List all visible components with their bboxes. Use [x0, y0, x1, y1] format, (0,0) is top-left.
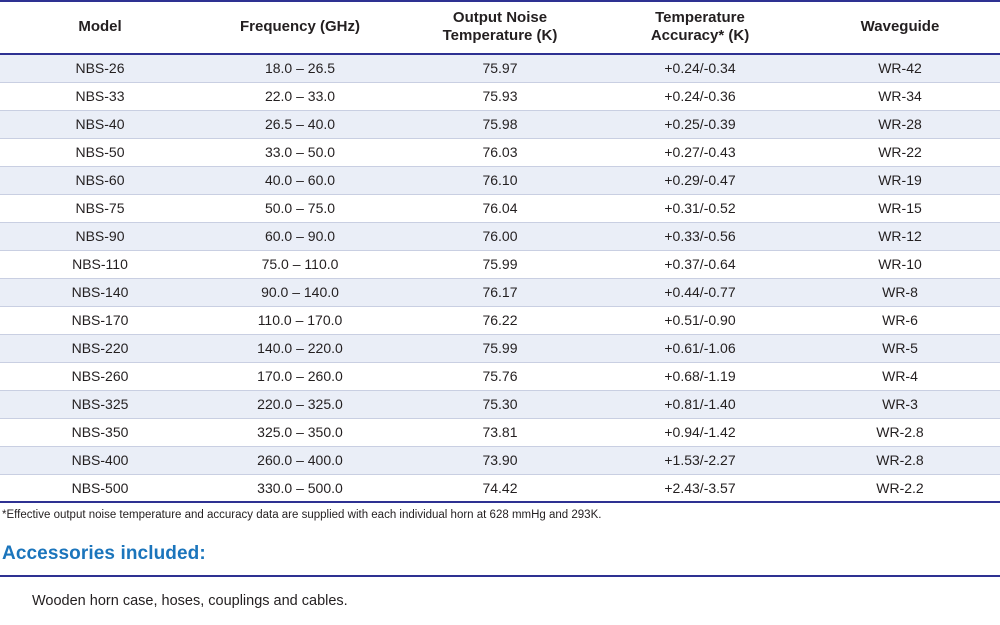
table-row	[0, 82, 1000, 110]
cell-output-noise-temperature: 75.98	[400, 110, 600, 138]
cell-temperature-accuracy: +0.25/-0.39	[600, 110, 800, 138]
table-row	[0, 110, 1000, 138]
cell-temperature-accuracy: +0.51/-0.90	[600, 306, 800, 334]
table-row	[0, 362, 1000, 390]
cell-model: NBS-26	[0, 54, 200, 82]
cell-frequency: 220.0 – 325.0	[200, 390, 400, 418]
table-row	[0, 222, 1000, 250]
table-row	[0, 278, 1000, 306]
cell-temperature-accuracy: +0.24/-0.36	[600, 82, 800, 110]
cell-output-noise-temperature: 74.42	[400, 474, 600, 502]
cell-model: NBS-33	[0, 82, 200, 110]
cell-model: NBS-60	[0, 166, 200, 194]
column-header-frequency-line1: Frequency (GHz)	[239, 17, 360, 35]
cell-output-noise-temperature: 75.99	[400, 334, 600, 362]
table-row	[0, 390, 1000, 418]
cell-frequency: 140.0 – 220.0	[200, 334, 400, 362]
table-footnote: *Effective output noise temperature and accuracy data are supplied with each individual horn at 628 mmHg and 293K.	[2, 509, 602, 522]
column-header-model-line1: Model	[78, 17, 122, 35]
cell-waveguide: WR-8	[800, 278, 1000, 306]
cell-temperature-accuracy: +0.61/-1.06	[600, 334, 800, 362]
table-row	[0, 250, 1000, 278]
cell-waveguide: WR-42	[800, 54, 1000, 82]
cell-waveguide: WR-6	[800, 306, 1000, 334]
cell-output-noise-temperature: 75.30	[400, 390, 600, 418]
cell-model: NBS-140	[0, 278, 200, 306]
column-header-frequency	[200, 2, 400, 54]
cell-model: NBS-75	[0, 194, 200, 222]
specifications-table	[0, 2, 1000, 503]
cell-temperature-accuracy: +0.81/-1.40	[600, 390, 800, 418]
cell-frequency: 18.0 – 26.5	[200, 54, 400, 82]
cell-waveguide: WR-19	[800, 166, 1000, 194]
cell-model: NBS-170	[0, 306, 200, 334]
cell-waveguide: WR-34	[800, 82, 1000, 110]
cell-waveguide: WR-2.8	[800, 418, 1000, 446]
cell-waveguide: WR-2.8	[800, 446, 1000, 474]
cell-output-noise-temperature: 76.00	[400, 222, 600, 250]
table-row	[0, 306, 1000, 334]
cell-model: NBS-260	[0, 362, 200, 390]
column-header-output-noise-temperature	[400, 2, 600, 54]
cell-model: NBS-400	[0, 446, 200, 474]
cell-output-noise-temperature: 76.10	[400, 166, 600, 194]
cell-temperature-accuracy: +0.24/-0.34	[600, 54, 800, 82]
cell-temperature-accuracy: +0.31/-0.52	[600, 194, 800, 222]
cell-waveguide: WR-12	[800, 222, 1000, 250]
cell-waveguide: WR-5	[800, 334, 1000, 362]
cell-temperature-accuracy: +0.68/-1.19	[600, 362, 800, 390]
cell-temperature-accuracy: +0.37/-0.64	[600, 250, 800, 278]
cell-waveguide: WR-10	[800, 250, 1000, 278]
column-header-temperature-accuracy-line1: Temperature	[655, 9, 745, 26]
cell-frequency: 260.0 – 400.0	[200, 446, 400, 474]
table-row	[0, 194, 1000, 222]
cell-temperature-accuracy: +0.44/-0.77	[600, 278, 800, 306]
table-row	[0, 138, 1000, 166]
cell-output-noise-temperature: 73.81	[400, 418, 600, 446]
cell-frequency: 170.0 – 260.0	[200, 362, 400, 390]
cell-frequency: 330.0 – 500.0	[200, 474, 400, 502]
accessories-text: Wooden horn case, hoses, couplings and cables.	[32, 593, 348, 610]
cell-model: NBS-50	[0, 138, 200, 166]
cell-frequency: 40.0 – 60.0	[200, 166, 400, 194]
table-header-row	[0, 2, 1000, 54]
cell-frequency: 60.0 – 90.0	[200, 222, 400, 250]
column-header-temperature-accuracy-line2: Accuracy* (K)	[650, 26, 750, 44]
table-row	[0, 334, 1000, 362]
cell-output-noise-temperature: 75.76	[400, 362, 600, 390]
cell-frequency: 33.0 – 50.0	[200, 138, 400, 166]
cell-temperature-accuracy: +2.43/-3.57	[600, 474, 800, 502]
cell-waveguide: WR-22	[800, 138, 1000, 166]
table-row	[0, 474, 1000, 502]
cell-model: NBS-90	[0, 222, 200, 250]
cell-waveguide: WR-2.2	[800, 474, 1000, 502]
cell-temperature-accuracy: +0.33/-0.56	[600, 222, 800, 250]
column-header-waveguide	[800, 2, 1000, 54]
table-header	[0, 2, 1000, 54]
column-header-output-noise-temperature-line1: Output Noise	[452, 9, 548, 26]
cell-output-noise-temperature: 76.03	[400, 138, 600, 166]
cell-frequency: 110.0 – 170.0	[200, 306, 400, 334]
cell-output-noise-temperature: 73.90	[400, 446, 600, 474]
cell-frequency: 90.0 – 140.0	[200, 278, 400, 306]
cell-model: NBS-325	[0, 390, 200, 418]
table-row	[0, 418, 1000, 446]
cell-output-noise-temperature: 76.04	[400, 194, 600, 222]
cell-output-noise-temperature: 75.97	[400, 54, 600, 82]
table-row	[0, 166, 1000, 194]
cell-waveguide: WR-15	[800, 194, 1000, 222]
column-header-model	[0, 2, 200, 54]
cell-temperature-accuracy: +0.29/-0.47	[600, 166, 800, 194]
cell-model: NBS-500	[0, 474, 200, 502]
cell-temperature-accuracy: +0.27/-0.43	[600, 138, 800, 166]
cell-frequency: 325.0 – 350.0	[200, 418, 400, 446]
cell-frequency: 22.0 – 33.0	[200, 82, 400, 110]
cell-model: NBS-220	[0, 334, 200, 362]
column-header-temperature-accuracy	[600, 2, 800, 54]
cell-frequency: 50.0 – 75.0	[200, 194, 400, 222]
table-row	[0, 446, 1000, 474]
column-header-output-noise-temperature-line2: Temperature (K)	[442, 26, 558, 44]
table-row	[0, 54, 1000, 82]
cell-waveguide: WR-3	[800, 390, 1000, 418]
column-header-waveguide-line1: Waveguide	[860, 17, 940, 35]
cell-model: NBS-40	[0, 110, 200, 138]
cell-model: NBS-350	[0, 418, 200, 446]
cell-waveguide: WR-4	[800, 362, 1000, 390]
cell-output-noise-temperature: 75.93	[400, 82, 600, 110]
cell-output-noise-temperature: 76.17	[400, 278, 600, 306]
cell-waveguide: WR-28	[800, 110, 1000, 138]
cell-frequency: 26.5 – 40.0	[200, 110, 400, 138]
cell-model: NBS-110	[0, 250, 200, 278]
cell-frequency: 75.0 – 110.0	[200, 250, 400, 278]
accessories-heading: Accessories included:	[2, 543, 206, 565]
cell-output-noise-temperature: 75.99	[400, 250, 600, 278]
cell-temperature-accuracy: +1.53/-2.27	[600, 446, 800, 474]
table-body	[0, 54, 1000, 502]
cell-output-noise-temperature: 76.22	[400, 306, 600, 334]
cell-temperature-accuracy: +0.94/-1.42	[600, 418, 800, 446]
